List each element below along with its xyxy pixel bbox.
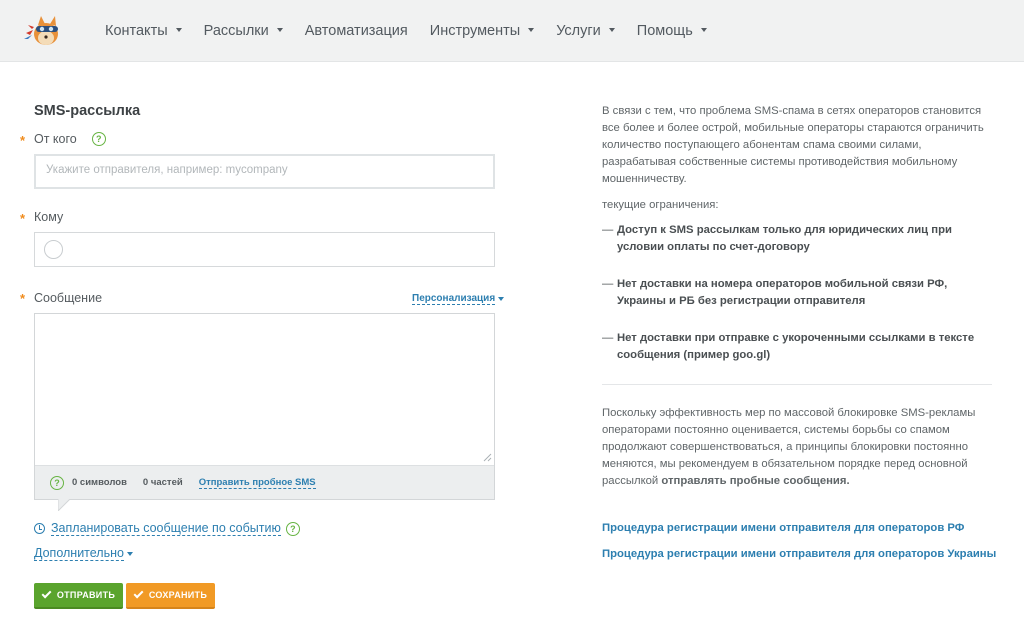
logo-icon[interactable] [24,13,64,49]
info-outro [602,405,992,490]
required-asterisk-icon: * [20,211,26,226]
nav-item-contacts[interactable] [105,23,182,39]
sender-input[interactable] [34,154,495,189]
resize-handle-icon[interactable] [483,453,492,462]
caret-down-icon [498,297,504,301]
send-test-sms-link[interactable]: Отправить пробное SMS [198,476,316,488]
info-intro: В связи с тем, что проблема SMS-спама в сетях операторов становится все более и более острой, мобильные операторы стараются ограничить количество поступающего абонентам спама своими силами, разрабатывая собственные системы противодействия мобильному мошенничеству. [602,105,984,185]
help-icon[interactable]: ? [286,522,300,536]
save-button[interactable] [126,583,215,609]
nav-item-label: Контакты [105,23,168,39]
sender-label [34,132,106,146]
help-icon[interactable]: ? [92,132,106,146]
caret-down-icon [609,28,615,32]
page-title: SMS-рассылка [34,103,141,119]
message-footer [35,465,494,499]
required-asterisk-icon: * [20,133,26,148]
nav-item-label: Помощь [636,23,693,39]
parts-count: 0 частей [142,477,183,488]
additional-link[interactable]: Дополнительно [34,546,124,560]
nav-item-mailings[interactable] [204,23,283,39]
top-navigation-bar [0,0,1024,62]
nav-item-tools[interactable] [430,23,534,39]
nav-item-help[interactable] [637,23,707,39]
recipient-radio[interactable] [44,240,63,259]
nav-item-label: Рассылки [203,23,269,39]
send-button-label: ОТПРАВИТЬ [56,590,116,600]
list-item: — Нет доставки при отправке с укороченными ссылками в тексте сообщения (пример goo.gl) [602,330,992,364]
list-item: — Доступ к SMS рассылкам только для юридических лиц при условии оплаты по счет-договору [602,222,992,256]
save-button-label: СОХРАНИТЬ [148,590,208,600]
check-icon [41,588,51,598]
nav-item-automation[interactable] [305,23,408,39]
restrictions-list [602,222,992,364]
nav-item-label: Инструменты [429,23,521,39]
caret-down-icon [277,28,283,32]
schedule-link[interactable]: Запланировать сообщение по событию [51,521,281,535]
info-panel [602,103,992,490]
personalization-dropdown[interactable] [412,293,504,305]
divider [602,384,992,385]
additional-options[interactable] [34,546,133,561]
message-box [34,313,495,500]
help-icon[interactable]: ? [50,476,64,490]
message-textarea[interactable] [35,314,494,464]
send-button[interactable] [34,583,123,609]
registration-link-rf[interactable]: Процедура регистрации имени отправителя для операторов РФ [602,522,965,534]
sender-label-text: От кого [34,132,77,146]
check-icon [133,588,143,598]
registration-link-ua[interactable]: Процедура регистрации имени отправителя для операторов Украины [602,548,997,560]
info-outro-text: Поскольку эффективность мер по массовой блокировке SMS-рекламы операторами постоянно оценивается, системы борьбы со спамом продолжают совершенствоваться, а принципы блокировки постоянно меняются, мы рекомендуем в обязательном порядке перед основной рассылкой [602,407,976,487]
recipient-label: Кому [34,210,64,224]
schedule-by-event[interactable] [34,521,300,536]
caret-down-icon [127,552,133,556]
speech-tail-icon [58,499,70,511]
list-item: — Нет доставки на номера операторов мобильной связи РФ, Украины и РБ без регистрации отправителя [602,276,992,310]
recipient-field[interactable] [34,232,495,267]
main-nav [105,0,729,62]
sender-placeholder: Укажите отправителя, например: mycompany [46,164,288,176]
nav-item-label: Автоматизация [304,23,408,39]
clock-icon [34,523,45,534]
caret-down-icon [528,28,534,32]
info-outro-bold: отправлять пробные сообщения. [661,475,850,487]
restrictions-title: текущие ограничения: [602,199,719,211]
caret-down-icon [176,28,182,32]
nav-item-label: Услуги [556,23,601,39]
required-asterisk-icon: * [20,291,26,306]
caret-down-icon [701,28,707,32]
chars-count: 0 символов [72,477,127,488]
personalization-label: Персонализация [412,293,496,304]
nav-item-services[interactable] [556,23,615,39]
message-label: Сообщение [34,291,103,305]
